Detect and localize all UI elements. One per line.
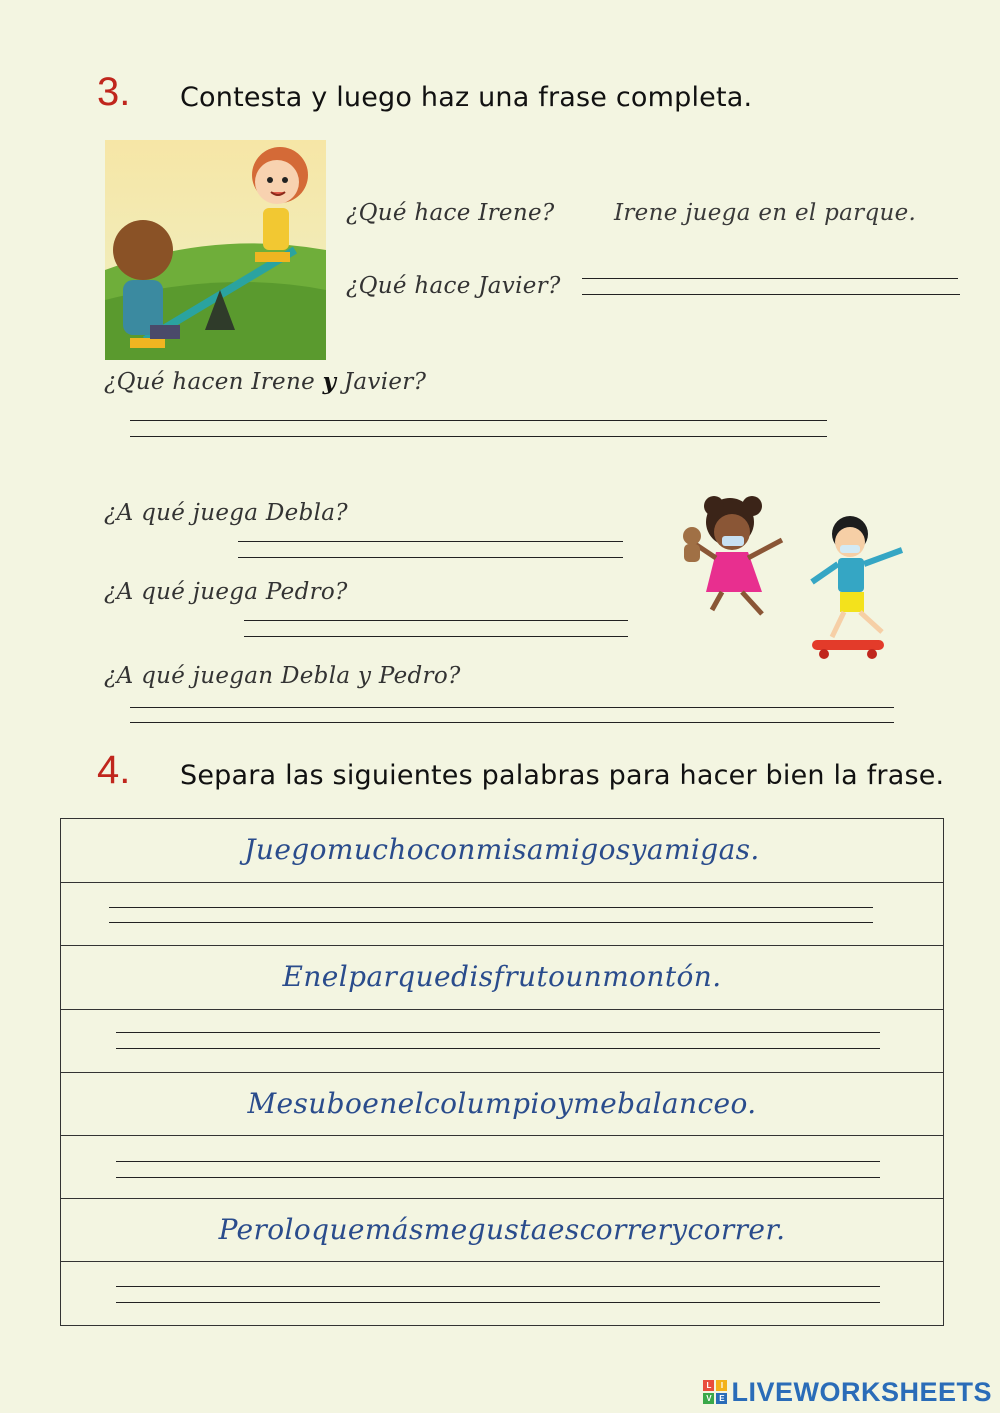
- question-irene-y-javier: [104, 368, 426, 395]
- answer-line[interactable]: [116, 1161, 880, 1162]
- answer-row[interactable]: [61, 883, 943, 946]
- logo-text: LIVEWORKSHEETS: [731, 1376, 992, 1407]
- answer-line[interactable]: [116, 1032, 880, 1033]
- question-debla-y-pedro: ¿A qué juegan Debla y Pedro?: [104, 663, 461, 689]
- answer-line-debla-2[interactable]: [238, 557, 623, 558]
- answer-line[interactable]: [109, 907, 873, 908]
- answer-row[interactable]: [61, 1010, 943, 1073]
- question-pedro: ¿A qué juega Pedro?: [104, 579, 348, 605]
- answer-line-javier-2[interactable]: [582, 294, 960, 295]
- answer-line-pedro-1[interactable]: [244, 620, 628, 621]
- answer-line[interactable]: [116, 1048, 880, 1049]
- sentence-row: [61, 819, 943, 883]
- answer-line[interactable]: [116, 1177, 880, 1178]
- section3-number: 3.: [97, 70, 131, 114]
- answer-line[interactable]: [116, 1302, 880, 1303]
- logo-icon: [703, 1380, 727, 1404]
- answer-line[interactable]: [109, 922, 873, 923]
- seesaw-illustration: [105, 140, 326, 360]
- answer-row[interactable]: [61, 1262, 943, 1325]
- sentence-text: Mesuboenelcolumpioymebalanceo.: [247, 1087, 757, 1120]
- sentence-text: Juegomuchoconmisamigosyamigas.: [244, 833, 760, 866]
- question-part: ¿Qué hacen Irene: [104, 369, 323, 395]
- answer-line-debla-1[interactable]: [238, 541, 623, 542]
- sentence-row: [61, 1199, 943, 1262]
- question-part: Javier?: [336, 369, 427, 395]
- answer-line-irene-javier-1[interactable]: [130, 420, 827, 421]
- question-debla: ¿A qué juega Debla?: [104, 500, 348, 526]
- question-y: y: [322, 368, 337, 395]
- question-javier: ¿Qué hace Javier?: [346, 273, 561, 299]
- answer-line-javier-1[interactable]: [582, 278, 958, 279]
- sentence-text: Peroloquemásmegustaescorrerycorrer.: [218, 1213, 786, 1246]
- sentence-row: [61, 946, 943, 1010]
- section3-instruction: Contesta y luego haz una frase completa.: [180, 82, 753, 113]
- liveworksheets-logo[interactable]: [703, 1377, 992, 1407]
- children-playing-illustration: [672, 492, 922, 664]
- logo-letter: E: [716, 1393, 727, 1404]
- section4-instruction: Separa las siguientes palabras para hacer bien la frase.: [180, 760, 945, 791]
- answer-line-debla-pedro-2[interactable]: [130, 722, 894, 723]
- answer-line-debla-pedro-1[interactable]: [130, 707, 894, 708]
- answer-line-pedro-2[interactable]: [244, 636, 628, 637]
- sentence-text: Enelparquedisfrutounmontón.: [282, 960, 722, 993]
- section4-number: 4.: [97, 748, 131, 792]
- logo-letter: V: [703, 1393, 714, 1404]
- answer-example-irene: Irene juega en el parque.: [614, 200, 917, 226]
- sentence-row: [61, 1073, 943, 1136]
- sentence-table: [60, 818, 944, 1326]
- logo-letter: L: [703, 1380, 714, 1391]
- logo-letter: I: [716, 1380, 727, 1391]
- answer-line-irene-javier-2[interactable]: [130, 436, 827, 437]
- question-irene: ¿Qué hace Irene?: [346, 200, 555, 226]
- answer-row[interactable]: [61, 1136, 943, 1199]
- answer-line[interactable]: [116, 1286, 880, 1287]
